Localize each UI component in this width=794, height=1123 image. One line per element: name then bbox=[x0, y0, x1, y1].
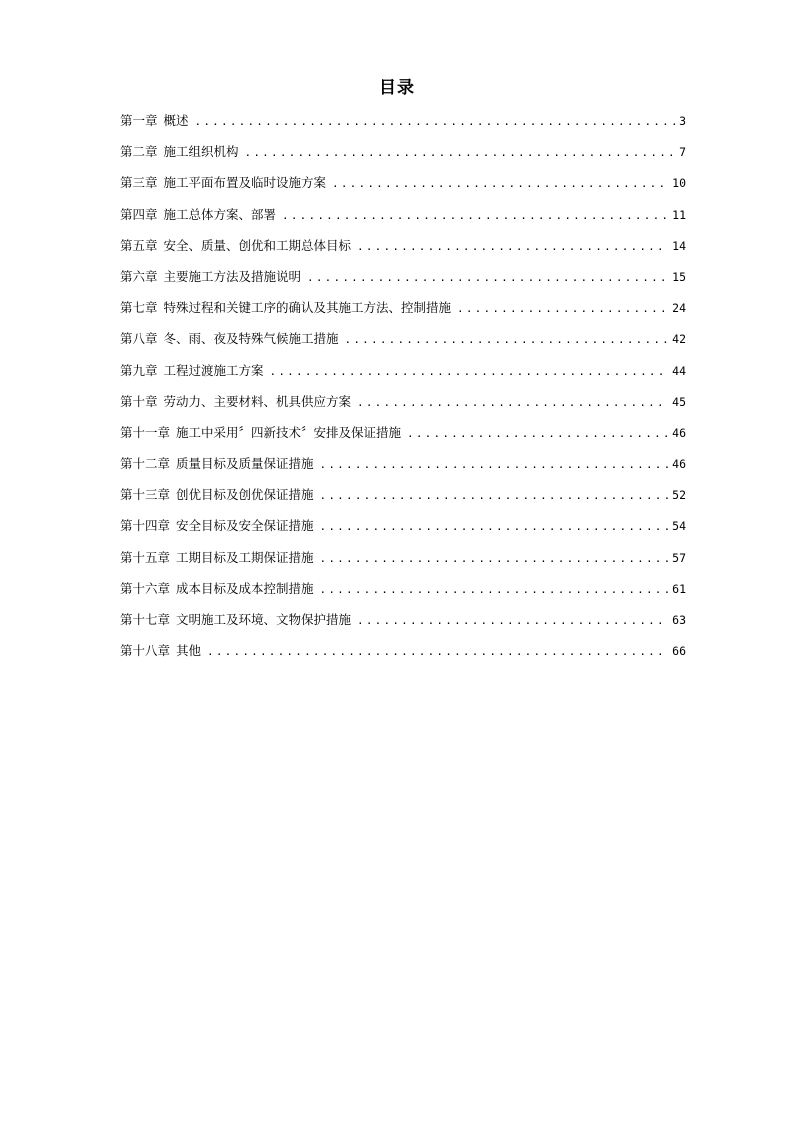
toc-heading: 主要施工方法及措施说明 bbox=[163, 268, 302, 284]
toc-heading: 工程过渡施工方案 bbox=[163, 362, 264, 378]
toc-page-number: 46 bbox=[672, 457, 686, 472]
toc-entry[interactable] bbox=[120, 423, 686, 454]
toc-chapter-number: 第十章 bbox=[120, 393, 158, 409]
toc-heading: 创优目标及创优保证措施 bbox=[176, 487, 314, 503]
toc-entry[interactable] bbox=[120, 173, 686, 204]
toc-page-number: 15 bbox=[672, 269, 686, 284]
toc-entry[interactable] bbox=[120, 111, 686, 142]
toc-entry[interactable] bbox=[120, 329, 686, 360]
toc-dot-leader bbox=[270, 362, 669, 382]
toc-chapter-number: 第十七章 bbox=[120, 612, 171, 627]
toc-dot-leader bbox=[407, 424, 668, 444]
toc-chapter-number: 第九章 bbox=[120, 362, 158, 378]
toc-page-number: 10 bbox=[672, 176, 686, 191]
toc-heading: 施工中采用〞四新技术〞安排及保证措施 bbox=[176, 424, 402, 440]
toc-page-number: 57 bbox=[672, 550, 686, 565]
toc-chapter-number: 第十三章 bbox=[120, 487, 171, 503]
toc-chapter-number: 第十五章 bbox=[120, 549, 171, 565]
toc-entry[interactable] bbox=[120, 142, 686, 173]
toc-chapter-number: 第十四章 bbox=[120, 518, 171, 534]
toc-page-number: 45 bbox=[672, 394, 686, 409]
toc-chapter-number: 第十二章 bbox=[120, 456, 171, 472]
toc-entry[interactable] bbox=[120, 454, 686, 485]
toc-dot-leader bbox=[357, 237, 668, 257]
toc-entry[interactable] bbox=[120, 548, 686, 579]
toc-page-number: 24 bbox=[672, 301, 686, 316]
toc-dot-leader bbox=[195, 112, 676, 132]
toc-chapter-number: 第十八章 bbox=[120, 643, 171, 659]
toc-dot-leader bbox=[245, 143, 676, 163]
table-of-contents bbox=[120, 111, 686, 672]
toc-heading: 施工平面布置及临时设施方案 bbox=[163, 175, 327, 191]
toc-entry[interactable] bbox=[120, 641, 686, 672]
toc-entry[interactable] bbox=[120, 205, 686, 236]
toc-dot-leader bbox=[207, 642, 668, 662]
toc-page-number: 63 bbox=[672, 613, 686, 627]
toc-chapter-number: 第十六章 bbox=[120, 580, 171, 596]
toc-chapter-number: 第五章 bbox=[120, 237, 158, 253]
toc-heading: 安全目标及安全保证措施 bbox=[176, 518, 314, 534]
page-title: 目录 bbox=[379, 78, 415, 98]
toc-page-number: 11 bbox=[672, 207, 686, 222]
toc-page-number: 61 bbox=[672, 581, 686, 596]
toc-entry[interactable] bbox=[120, 485, 686, 516]
toc-chapter-number: 第三章 bbox=[120, 175, 158, 191]
toc-heading: 文明施工及环境、文物保护措施 bbox=[176, 612, 352, 627]
toc-chapter-number: 第二章 bbox=[120, 144, 158, 160]
toc-dot-leader bbox=[320, 517, 669, 537]
toc-heading: 劳动力、主要材料、机具供应方案 bbox=[163, 393, 352, 409]
toc-heading: 其他 bbox=[176, 643, 202, 659]
toc-heading: 施工总体方案、部署 bbox=[163, 206, 277, 222]
toc-entry[interactable] bbox=[120, 267, 686, 298]
toc-page-number: 46 bbox=[672, 425, 686, 440]
toc-dot-leader bbox=[320, 455, 669, 475]
toc-dot-leader bbox=[320, 486, 669, 506]
toc-page-number: 52 bbox=[672, 488, 686, 503]
toc-dot-leader bbox=[320, 580, 669, 600]
toc-chapter-number: 第七章 bbox=[120, 300, 158, 316]
toc-chapter-number: 第十一章 bbox=[120, 424, 171, 440]
toc-dot-leader bbox=[357, 611, 668, 631]
toc-chapter-number: 第四章 bbox=[120, 206, 158, 222]
toc-page-number: 66 bbox=[672, 644, 686, 659]
toc-page-number: 7 bbox=[679, 145, 686, 160]
toc-dot-leader bbox=[457, 299, 668, 319]
toc-chapter-number: 第八章 bbox=[120, 331, 158, 347]
toc-chapter-number: 第六章 bbox=[120, 268, 158, 284]
toc-page-number: 44 bbox=[672, 363, 686, 378]
toc-page-number: 54 bbox=[672, 519, 686, 534]
toc-heading: 成本目标及成本控制措施 bbox=[176, 580, 314, 596]
toc-entry[interactable] bbox=[120, 610, 686, 641]
toc-heading: 质量目标及质量保证措施 bbox=[176, 456, 314, 472]
toc-dot-leader bbox=[345, 330, 669, 350]
toc-heading: 工期目标及工期保证措施 bbox=[176, 549, 314, 565]
toc-dot-leader bbox=[307, 268, 668, 288]
toc-dot-leader bbox=[320, 549, 669, 569]
toc-entry[interactable] bbox=[120, 579, 686, 610]
toc-entry[interactable] bbox=[120, 361, 686, 392]
toc-heading: 冬、雨、夜及特殊气候施工措施 bbox=[163, 331, 339, 347]
toc-dot-leader bbox=[357, 393, 668, 413]
toc-heading: 安全、质量、创优和工期总体目标 bbox=[163, 237, 352, 253]
toc-entry[interactable] bbox=[120, 392, 686, 423]
toc-dot-leader bbox=[282, 206, 668, 226]
toc-page-number: 3 bbox=[679, 114, 686, 128]
toc-chapter-number: 第一章 bbox=[120, 113, 158, 128]
toc-heading: 特殊过程和关键工序的确认及其施工方法、控制措施 bbox=[163, 300, 452, 316]
toc-entry[interactable] bbox=[120, 236, 686, 267]
toc-entry[interactable] bbox=[120, 298, 686, 329]
toc-heading: 施工组织机构 bbox=[163, 144, 239, 160]
toc-heading: 概述 bbox=[163, 113, 189, 128]
toc-page-number: 42 bbox=[672, 332, 686, 347]
toc-entry[interactable] bbox=[120, 516, 686, 547]
toc-page-number: 14 bbox=[672, 238, 686, 253]
toc-dot-leader bbox=[332, 174, 668, 194]
